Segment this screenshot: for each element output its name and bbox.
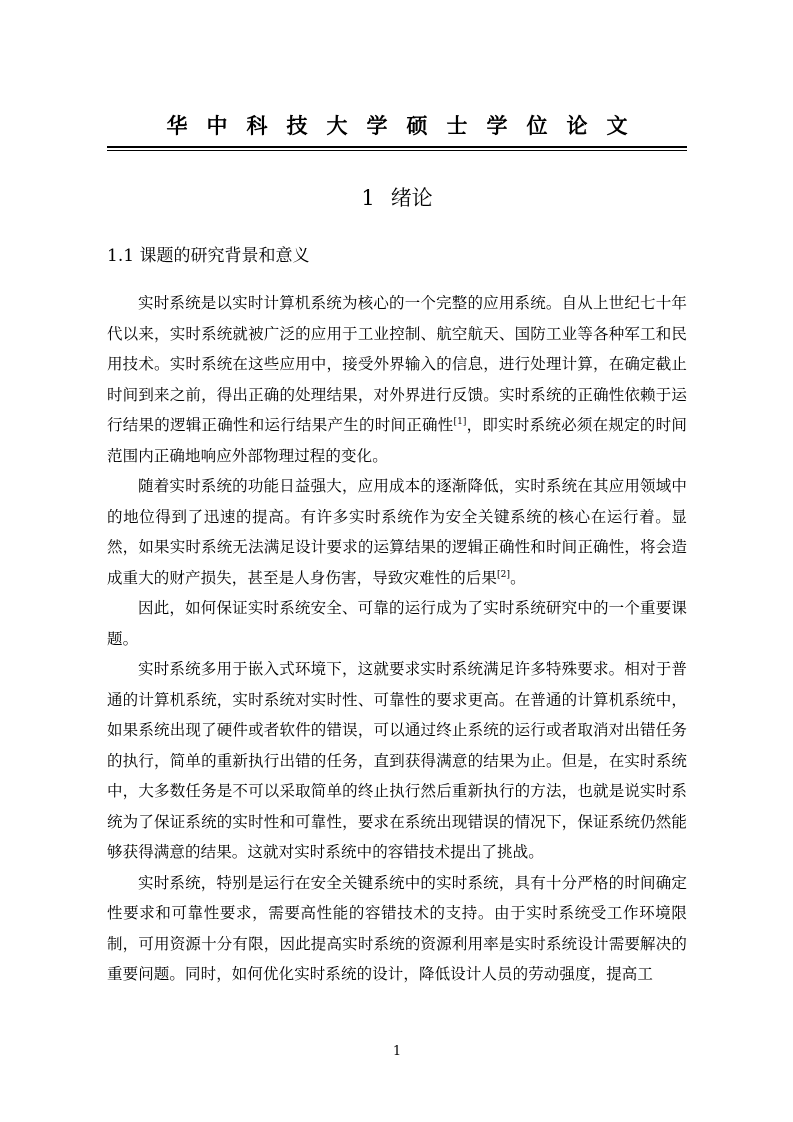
section-title: 1.1 课题的研究背景和意义 bbox=[107, 246, 310, 266]
citation: [2] bbox=[497, 569, 511, 580]
paragraph: 随着实时系统的功能日益强大，应用成本的逐渐降低，实时系统在其应用领域中的地位得到了迅速的提高。有许多实时系统作为安全关键系统的核心在运行着。显然，如果实时系统无法满足设计要求的运算结果的逻辑正确性和时间正确性，将会造成重大的财产损失，甚至是人身伤害，导致灾难性的后果[2]。 bbox=[107, 477, 687, 587]
chapter-number: 1 bbox=[361, 186, 375, 210]
paragraph: 实时系统是以实时计算机系统为核心的一个完整的应用系统。自从上世纪七十年代以来，实时系统就被广泛的应用于工业控制、航空航天、国防工业等各种军工和民用技术。实时系统在这些应用中，接受外界输入的信息，进行处理计算，在确定截止时间到来之前，得出正确的处理结果，对外界进行反馈。实时系统的正确性依赖于运行结果的逻辑正确性和运行结果产生的时间正确性[1]，即实时系统必须在规定的时间范围内正确地响应外部物理过程的变化。 bbox=[107, 294, 688, 465]
citation: [1] bbox=[453, 417, 467, 427]
header-rule-thick bbox=[107, 146, 687, 148]
paragraph: 实时系统多用于嵌入式环境下，这就要求实时系统满足许多特殊要求。相对于普通的计算机系统，实时系统对实时性、可靠性的要求更高。在普通的计算机系统中，如果系统出现了硬件或者软件的错误，可以通过终止系统的运行或者取消对出错任务的执行，简单的重新执行出错的任务，直到获得满意的结果为止。但是，在实时系统中，大多数任务是不可以采取简单的终止执行然后重新执行的方法，也就是说实时系统为了保证系统的实时性和可靠性，要求在系统出现错误的情况下，保证系统仍然能够获得满意的结果。这就对实时系统中的容错技术提出了挑战。 bbox=[107, 660, 687, 861]
chapter-title-text: 绪论 bbox=[390, 186, 433, 210]
chapter-title bbox=[107, 184, 687, 212]
header-rule-thin bbox=[107, 150, 687, 151]
page-number: 1 bbox=[392, 1044, 402, 1059]
running-header: 华中科技大学硕士学位论文 bbox=[166, 113, 647, 138]
body-text bbox=[107, 288, 687, 990]
paragraph: 因此，如何保证实时系统安全、可靠的运行成为了实时系统研究中的一个重要课题。 bbox=[107, 599, 687, 648]
paragraph: 实时系统，特别是运行在安全关键系统中的实时系统，具有十分严格的时间确定性要求和可靠性要求，需要高性能的容错技术的支持。由于实时系统受工作环境限制，可用资源十分有限，因此提高实时系统的资源利用率是实时系统设计需要解决的重要问题。同时，如何优化实时系统的设计，降低设计人员的劳动强度，提高工 bbox=[107, 873, 687, 983]
